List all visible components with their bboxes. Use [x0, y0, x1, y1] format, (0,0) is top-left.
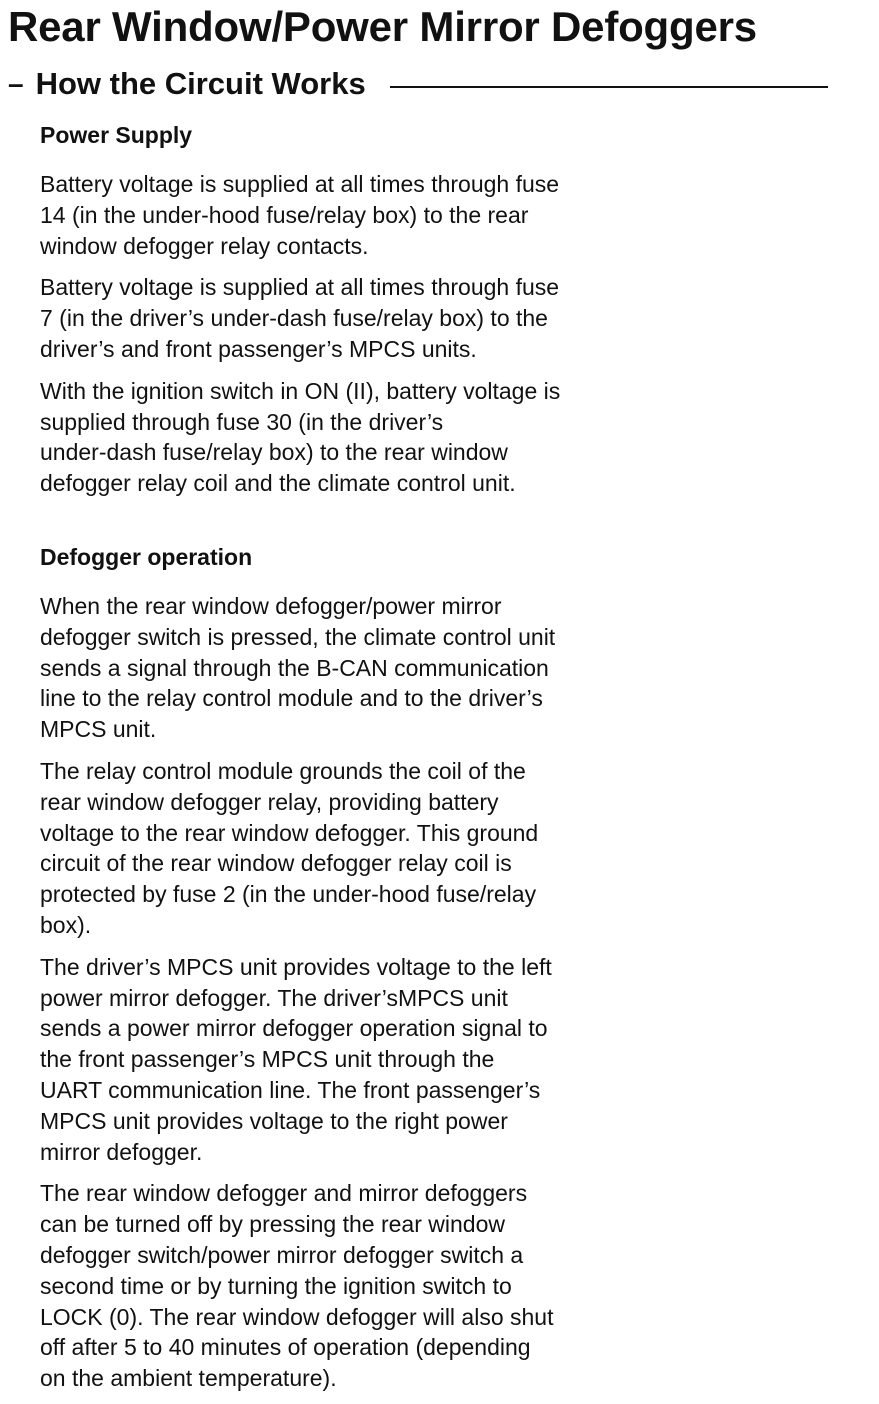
paragraph: [40, 756, 640, 941]
text-line: box).: [40, 911, 92, 938]
subtitle: How the Circuit Works: [35, 66, 366, 101]
paragraph: [40, 272, 640, 364]
text-line: LOCK (0). The rear window defogger will also shut: [40, 1303, 554, 1330]
text-line: mirror defogger.: [40, 1138, 203, 1165]
paragraph: [40, 591, 640, 745]
text-line: can be turned off by pressing the rear window: [40, 1211, 505, 1238]
text-line: line to the relay control module and to the driver’s: [40, 685, 543, 712]
text-line: The relay control module grounds the coil of the: [40, 757, 526, 784]
text-line: Battery voltage is supplied at all times through fuse: [40, 274, 560, 301]
paragraph: [40, 1178, 640, 1394]
text-line: When the rear window defogger/power mirror: [40, 592, 502, 619]
text-line: driver’s and front passenger’s MPCS units.: [40, 335, 477, 362]
text-line: rear window defogger relay, providing battery: [40, 788, 499, 815]
text-line: 14 (in the under-hood fuse/relay box) to the rear: [40, 201, 529, 228]
text-line: defogger switch/power mirror defogger switch a: [40, 1241, 524, 1268]
text-line: circuit of the rear window defogger relay coil is: [40, 850, 512, 877]
text-line: protected by fuse 2 (in the under-hood fuse/relay: [40, 881, 537, 908]
section-power-supply: [40, 118, 640, 499]
text-line: voltage to the rear window defogger. This ground: [40, 819, 539, 846]
text-line: UART communication line. The front passenger’s: [40, 1076, 541, 1103]
text-line: sends a signal through the B-CAN communication: [40, 654, 549, 681]
section-subtitle-row: [8, 64, 828, 104]
subtitle-rule-divider: [390, 86, 828, 88]
text-line: MPCS unit.: [40, 716, 157, 743]
text-line: off after 5 to 40 minutes of operation (depending: [40, 1334, 531, 1361]
section-defogger-operation: [40, 540, 640, 1394]
text-line: second time or by turning the ignition switch to: [40, 1272, 512, 1299]
text-line: power mirror defogger. The driver’sMPCS unit: [40, 984, 508, 1011]
text-line: the front passenger’s MPCS unit through the: [40, 1046, 495, 1073]
text-line: supplied through fuse 30 (in the driver’s: [40, 408, 444, 435]
text-line: on the ambient temperature).: [40, 1365, 337, 1392]
text-line: 7 (in the driver’s under-dash fuse/relay box) to the: [40, 305, 548, 332]
paragraph: [40, 376, 640, 499]
text-line: defogger relay coil and the climate control unit.: [40, 470, 516, 497]
document-body: [40, 118, 640, 1394]
text-line: window defogger relay contacts.: [40, 232, 369, 259]
section-heading-defogger-operation: Defogger operation: [40, 543, 253, 570]
text-line: MPCS unit provides voltage to the right power: [40, 1107, 508, 1134]
text-line: The rear window defogger and mirror defoggers: [40, 1180, 528, 1207]
paragraph: [40, 952, 640, 1168]
page-title: Rear Window/Power Mirror Defoggers: [8, 3, 757, 50]
section-heading-power-supply: Power Supply: [40, 122, 193, 148]
subtitle-dash: –: [8, 68, 24, 99]
text-line: The driver’s MPCS unit provides voltage to the left: [40, 953, 552, 980]
text-line: under-dash fuse/relay box) to the rear window: [40, 439, 508, 466]
text-line: defogger switch is pressed, the climate control unit: [40, 623, 556, 650]
text-line: Battery voltage is supplied at all times through fuse: [40, 171, 560, 197]
paragraph: [40, 169, 640, 261]
text-line: With the ignition switch in ON (II), battery voltage is: [40, 377, 561, 404]
text-line: sends a power mirror defogger operation signal to: [40, 1015, 548, 1042]
